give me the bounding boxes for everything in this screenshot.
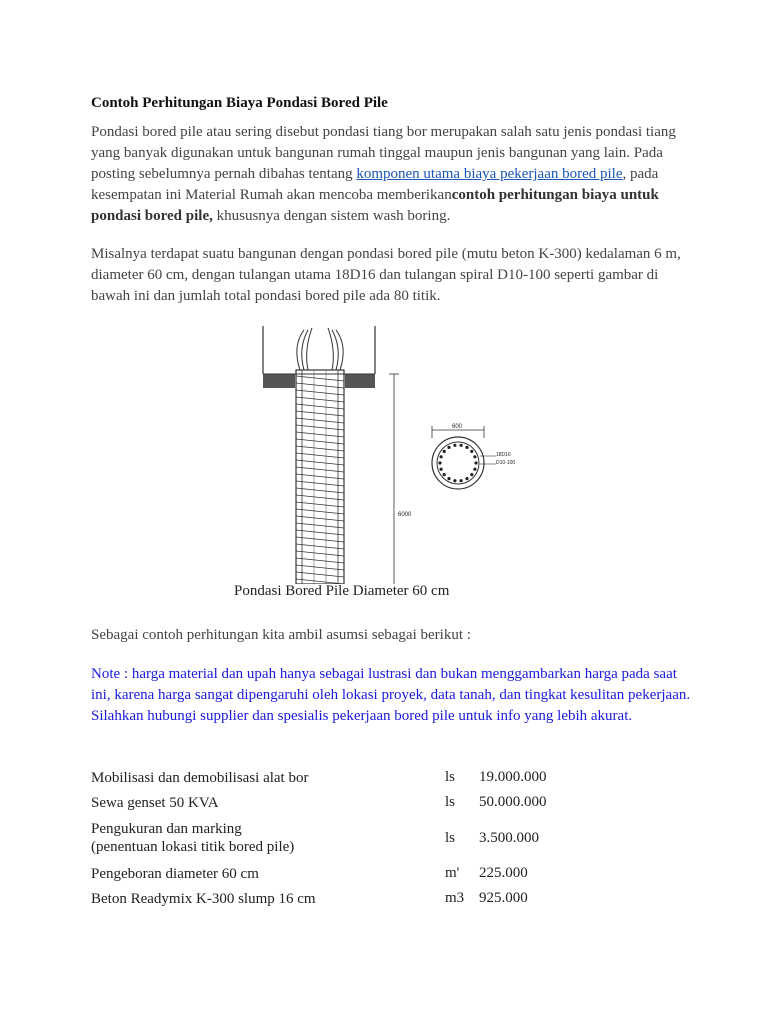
main-bar	[447, 477, 450, 480]
table-row	[87, 815, 603, 861]
spiral-segment	[296, 488, 344, 493]
main-bar	[453, 444, 456, 447]
soil-right	[345, 374, 375, 388]
cost-table	[87, 765, 603, 911]
main-bar	[460, 444, 463, 447]
spiral-segment	[296, 425, 344, 430]
cost-unit: m'	[445, 865, 460, 881]
cost-unit: ls	[445, 769, 456, 785]
spiral-segment	[296, 516, 344, 521]
main-rebar-label: 18D16	[496, 452, 511, 458]
bored-pile-figure	[234, 326, 536, 584]
article-title: Contoh Perhitungan Biaya Pondasi Bored Pile	[91, 95, 388, 111]
main-bar	[438, 461, 441, 464]
main-bar	[465, 446, 468, 449]
cross-section-main-bars	[438, 444, 477, 483]
spiral-segment	[296, 418, 344, 423]
spiral-segment	[296, 390, 344, 395]
spiral-segment	[296, 453, 344, 458]
main-bar	[460, 479, 463, 482]
intro-bold-text: contoh perhitungan biaya untuk pondasi bored pile,	[91, 187, 659, 224]
cap-rebar-bends	[297, 328, 343, 370]
spiral-segment	[296, 432, 344, 437]
main-bar	[474, 461, 477, 464]
cost-item-sub: (penentuan lokasi titik bored pile)	[91, 839, 295, 855]
cost-unit: ls	[445, 829, 456, 846]
main-bar	[473, 468, 476, 471]
cost-price: 925.000	[479, 890, 528, 906]
cost-price: 3.500.000	[479, 829, 539, 846]
main-bar	[470, 473, 473, 476]
cost-unit: ls	[445, 794, 456, 810]
spiral-segment	[296, 551, 344, 556]
main-bar	[440, 455, 443, 458]
spiral-segment	[296, 481, 344, 486]
main-bar	[465, 477, 468, 480]
table-row	[87, 886, 603, 911]
spiral-segment	[296, 446, 344, 451]
spiral-segment	[296, 376, 344, 381]
spiral-segment	[296, 530, 344, 535]
cost-price: 225.000	[479, 865, 528, 881]
main-bar	[440, 468, 443, 471]
cost-item: Sewa genset 50 KVA	[91, 794, 219, 811]
cost-unit: m3	[445, 890, 465, 906]
spiral-segment	[296, 502, 344, 507]
spiral-segment	[296, 495, 344, 500]
spiral-segment	[296, 467, 344, 472]
spiral-segment	[296, 565, 344, 570]
spiral-segment	[296, 474, 344, 479]
intro-paragraph	[91, 122, 691, 227]
main-bar	[470, 450, 473, 453]
spiral-segment	[296, 572, 344, 577]
spiral-segment	[296, 544, 344, 549]
spiral-segment	[296, 397, 344, 402]
spiral-segment	[296, 439, 344, 444]
price-note: Note : harga material dan upah hanya sebagai lustrasi dan bukan menggambarkan harga pada saat ini, karena harga sangat dipengaruhi oleh lokasi proyek, data tanah, dan tingkat kesulitan pekerjaan. Silahkan hubungi supplier dan spesialis pekerjaan bored pile untuk info yang lebih akurat.	[91, 666, 691, 724]
table-row	[87, 861, 603, 886]
intro-text-end: khususnya dengan sistem wash boring.	[212, 208, 451, 224]
depth-label: 6000	[398, 512, 412, 518]
spiral-segment	[296, 404, 344, 409]
main-bar	[447, 446, 450, 449]
intro-text-after-link: , pada kesempatan ini Material Rumah akan mencoba memberikan	[91, 166, 659, 203]
assumption-paragraph: Sebagai contoh perhitungan kita ambil asumsi sebagai berikut :	[91, 627, 471, 643]
spiral-segment	[296, 383, 344, 388]
cost-item: Pengeboran diameter 60 cm	[91, 865, 259, 882]
table-row	[87, 765, 603, 790]
diameter-label: 600	[452, 424, 463, 430]
main-bar	[443, 473, 446, 476]
main-bar	[453, 479, 456, 482]
cost-item: Beton Readymix K-300 slump 16 cm	[91, 890, 316, 907]
spiral-segment	[296, 411, 344, 416]
intro-text: Pondasi bored pile atau sering disebut pondasi tiang bor merupakan salah satu jenis pondasi tiang yang banyak digunakan untuk bangunan rumah tinggal maupun jenis bangunan yang lain. Pada posting sebelumnya pernah dibahas tentang	[91, 124, 676, 182]
example-paragraph: Misalnya terdapat suatu bangunan dengan pondasi bored pile (mutu beton K-300) kedalaman 6 m, diameter 60 cm, dengan tulangan utama 18D16 dan tulangan spiral D10-100 seperti gambar di bawah ini dan jumlah total pondasi bored pile ada 80 titik.	[91, 246, 681, 304]
soil-left	[263, 374, 295, 388]
cost-item: Mobilisasi dan demobilisasi alat bor	[91, 769, 309, 786]
spiral-segment	[296, 558, 344, 563]
cross-section-spiral	[437, 442, 479, 484]
spiral-segment	[296, 460, 344, 465]
main-bar	[443, 450, 446, 453]
components-link[interactable]: komponen utama biaya pekerjaan bored pile	[356, 166, 623, 182]
cost-item: Pengukuran dan marking (penentuan lokasi titik bored pile)	[91, 821, 295, 855]
spiral-segment	[296, 537, 344, 542]
main-bar	[473, 455, 476, 458]
spiral-rebar	[296, 376, 344, 584]
spiral-rebar-label: D10-100	[496, 460, 516, 466]
cost-price: 50.000.000	[479, 794, 547, 810]
spiral-segment	[296, 509, 344, 514]
cost-price: 19.000.000	[479, 769, 547, 785]
bored-pile-drawing	[234, 326, 536, 584]
table-row	[87, 790, 603, 815]
spiral-segment	[296, 523, 344, 528]
figure-caption: Pondasi Bored Pile Diameter 60 cm	[234, 583, 450, 599]
